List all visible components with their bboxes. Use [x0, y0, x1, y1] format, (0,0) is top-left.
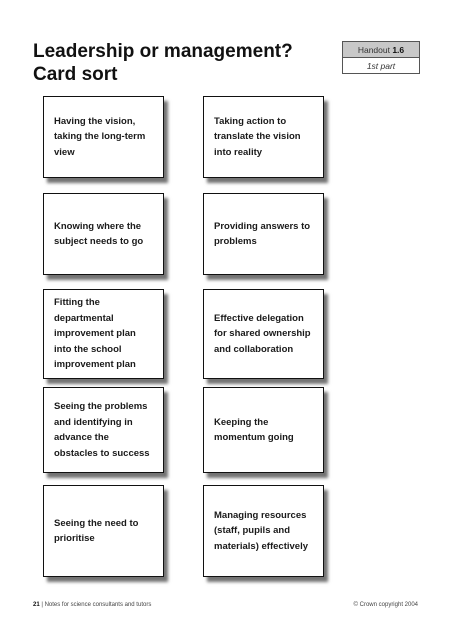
card-text: Managing resources (staff, pupils and materials) effectively — [214, 509, 308, 552]
card-7 — [43, 387, 164, 473]
card-5 — [43, 289, 164, 379]
handout-part: 1st part — [343, 58, 419, 73]
copyright: © Crown copyright 2004 — [353, 602, 418, 608]
card-text: Keeping the momentum going — [214, 416, 294, 443]
handout-label-text: Handout — [357, 45, 393, 55]
card-6 — [203, 289, 324, 379]
card-1 — [43, 96, 164, 178]
footer-separator: | — [39, 602, 45, 608]
card-10 — [203, 485, 324, 577]
title-line-1: Leadership or management? — [33, 41, 293, 62]
card-8 — [203, 387, 324, 473]
card-text: Having the vision, taking the long-term view — [54, 115, 146, 158]
card-text: Effective delegation for shared ownership and collaboration — [214, 312, 311, 355]
footer-text: Notes for science consultants and tutors — [44, 602, 152, 608]
handout-number: 1.6 — [392, 45, 405, 55]
page-title — [33, 40, 313, 86]
card-text: Providing answers to problems — [214, 220, 311, 247]
card-text: Seeing the need to prioritise — [54, 517, 139, 544]
card-9 — [43, 485, 164, 577]
handout-label — [343, 42, 419, 58]
card-text: Taking action to translate the vision into reality — [214, 115, 301, 158]
card-text: Knowing where the subject needs to go — [54, 220, 144, 247]
page-footer — [33, 602, 418, 608]
card-4 — [203, 193, 324, 275]
card-text: Fitting the departmental improvement plan into the school improvement plan — [54, 297, 136, 371]
card-3 — [43, 193, 164, 275]
card-2 — [203, 96, 324, 178]
handout-box — [342, 41, 420, 74]
title-line-2: Card sort — [33, 64, 118, 85]
card-text: Seeing the problems and identifying in advance the obstacles to success — [54, 401, 150, 459]
page-number: 21 — [33, 602, 40, 608]
